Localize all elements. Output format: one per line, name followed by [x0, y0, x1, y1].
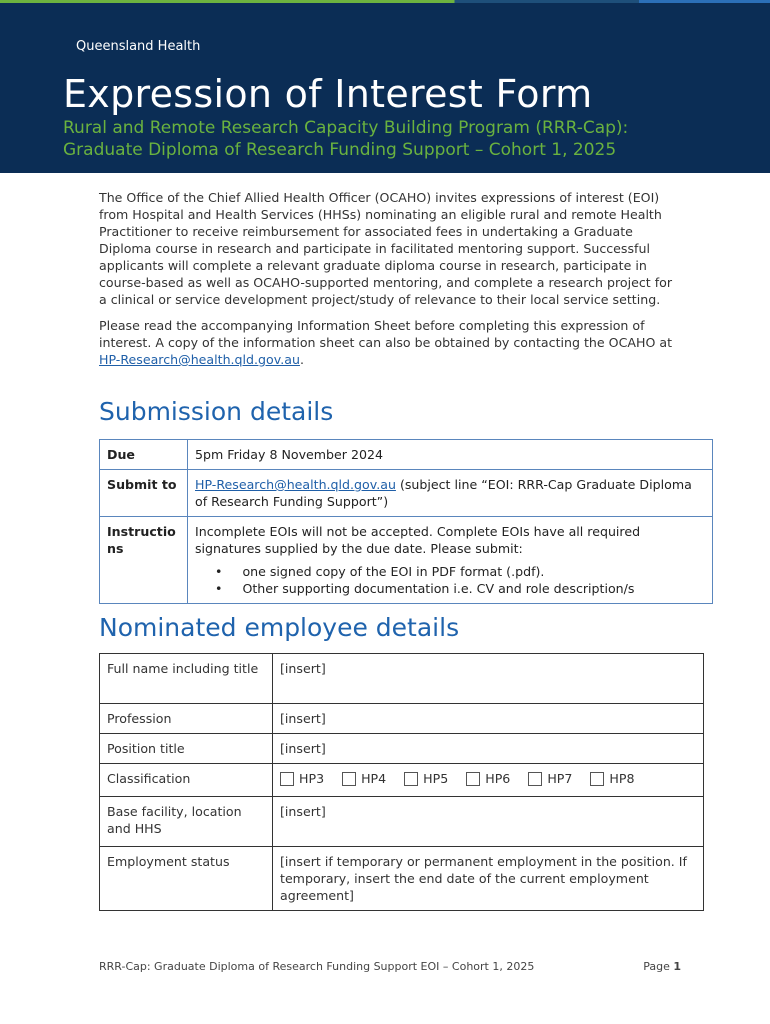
page-label: Page [643, 960, 674, 973]
org-name: Queensland Health [76, 39, 201, 54]
instructions-label: Instructions [100, 517, 188, 604]
table-row [100, 654, 704, 704]
instruction-item: • Other supporting documentation i.e. CV and role description/s [215, 580, 705, 597]
table-row [100, 796, 704, 846]
due-value: 5pm Friday 8 November 2024 [188, 440, 713, 470]
submit-subject: (subject line “EOI: RRR-Cap Graduate Diploma of Research Funding Support”) [195, 477, 692, 509]
employee-table [99, 653, 704, 911]
checkbox-hp7[interactable] [528, 770, 572, 787]
email-link[interactable]: HP-Research@health.qld.gov.au [99, 352, 300, 367]
field-label: Position title [100, 734, 273, 764]
checkbox-icon [466, 772, 480, 786]
checkbox-label: HP6 [485, 771, 511, 786]
table-row [100, 846, 704, 910]
submission-table [99, 439, 713, 604]
checkbox-label: HP4 [361, 771, 387, 786]
table-row [100, 517, 713, 604]
base-facility-field[interactable]: [insert] [273, 796, 704, 846]
page-subtitle: Rural and Remote Research Capacity Building Program (RRR-Cap): Graduate Diploma of Research Funding Support – Cohort 1, 2025 [63, 118, 629, 160]
instructions-text: Incomplete EOIs will not be accepted. Complete EOIs have all required signatures supplied by the due date. Please submit: [195, 524, 641, 556]
intro-text: Please read the accompanying Information Sheet before completing this expression of interest. A copy of the information sheet can also be obtained by contacting the OCAHO at [99, 318, 673, 350]
header-banner [0, 3, 770, 173]
page-number [643, 960, 681, 973]
checkbox-hp6[interactable] [466, 770, 510, 787]
intro-end: . [299, 352, 304, 367]
checkbox-label: HP5 [423, 771, 449, 786]
submit-value [188, 470, 713, 517]
instruction-item: • one signed copy of the EOI in PDF format (.pdf). [215, 563, 705, 580]
checkbox-label: HP7 [547, 771, 573, 786]
table-row [100, 764, 704, 797]
employee-heading: Nominated employee details [99, 613, 460, 642]
table-row [100, 734, 704, 764]
checkbox-hp5[interactable] [404, 770, 448, 787]
checkbox-icon [590, 772, 604, 786]
submit-label: Submit to [100, 470, 188, 517]
field-label: Classification [100, 764, 273, 797]
checkbox-label: HP8 [609, 771, 635, 786]
checkbox-label: HP3 [299, 771, 325, 786]
due-label: Due [100, 440, 188, 470]
submit-email-link[interactable]: HP-Research@health.qld.gov.au [195, 477, 396, 492]
table-row [100, 440, 713, 470]
checkbox-hp3[interactable] [280, 770, 324, 787]
table-row [100, 470, 713, 517]
position-title-field[interactable]: [insert] [273, 734, 704, 764]
page-footer [99, 960, 681, 973]
table-row [100, 704, 704, 734]
checkbox-hp8[interactable] [590, 770, 634, 787]
classification-options [273, 764, 704, 797]
field-label: Profession [100, 704, 273, 734]
checkbox-icon [404, 772, 418, 786]
profession-field[interactable]: [insert] [273, 704, 704, 734]
instructions-value [188, 517, 713, 604]
footer-text: RRR-Cap: Graduate Diploma of Research Funding Support EOI – Cohort 1, 2025 [99, 960, 535, 973]
submission-heading: Submission details [99, 397, 334, 426]
page-num: 1 [673, 960, 681, 973]
employment-status-field[interactable]: [insert if temporary or permanent employment in the position. If temporary, insert the end date of the current employment agreement] [273, 846, 704, 910]
field-label: Base facility, location and HHS [100, 796, 273, 846]
page-title: Expression of Interest Form [63, 72, 593, 116]
checkbox-icon [280, 772, 294, 786]
field-label: Employment status [100, 846, 273, 910]
field-label: Full name including title [100, 654, 273, 704]
intro-paragraph: The Office of the Chief Allied Health Officer (OCAHO) invites expressions of interest (EOI) from Hospital and Health Services (HHSs) nominating an eligible rural and remote Health Practitioner to receive reimbursement for associated fees in undertaking a Graduate Diploma course in research and participate in facilitated mentoring support. Successful applicants will complete a relevant graduate diploma course in research, participate in course-based as well as OCAHO-supported mentoring, and complete a research project for a clinical or service development project/study of relevance to their local service setting. [99, 190, 673, 307]
checkbox-icon [528, 772, 542, 786]
intro [99, 189, 679, 377]
checkbox-icon [342, 772, 356, 786]
full-name-field[interactable]: [insert] [273, 654, 704, 704]
intro-paragraph-2 [99, 317, 679, 368]
checkbox-hp4[interactable] [342, 770, 386, 787]
